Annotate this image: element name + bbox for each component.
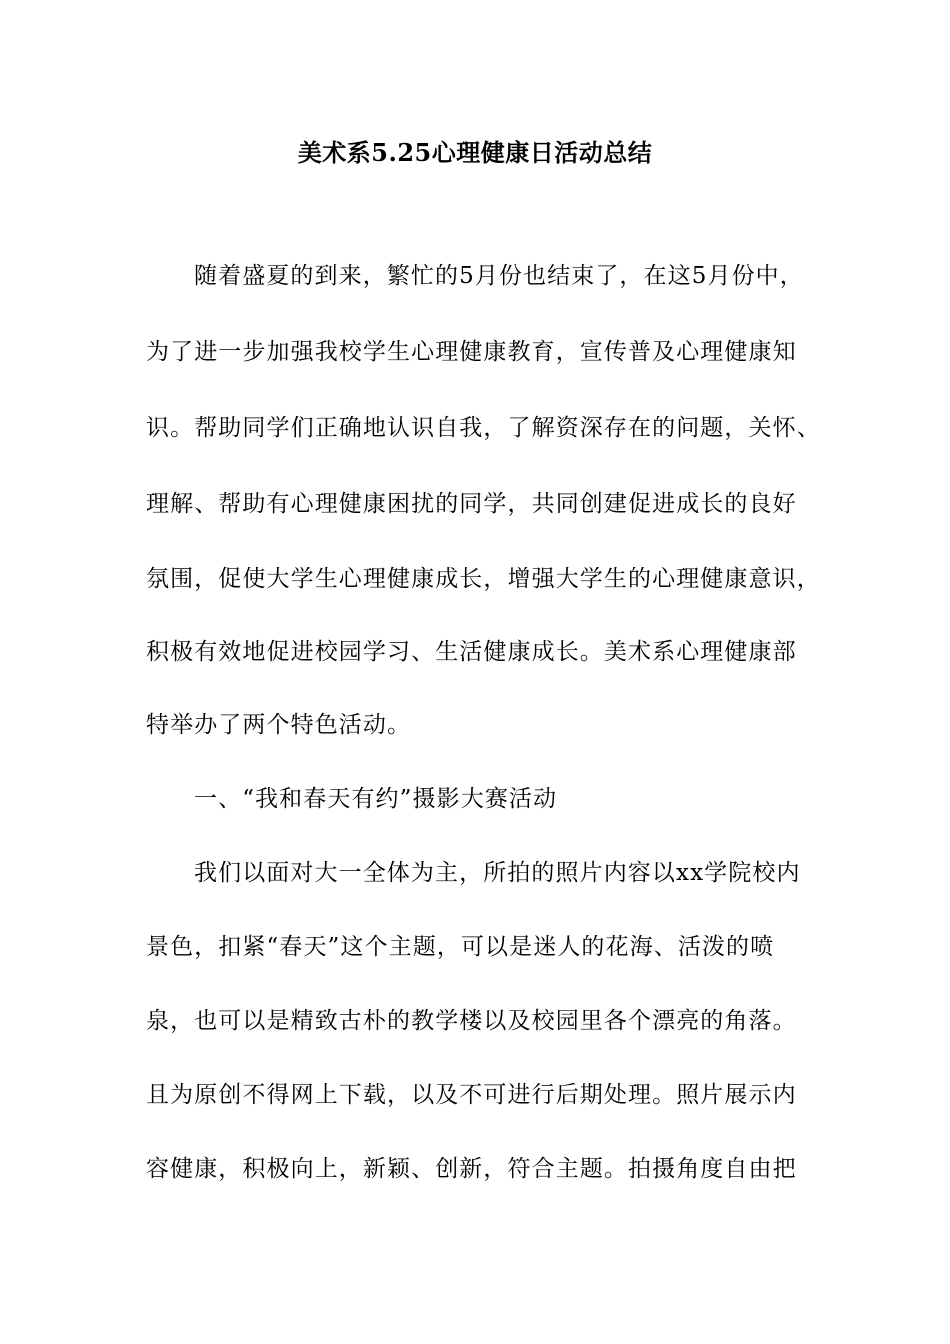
paragraph-line: 识。帮助同学们正确地认识自我，了解资深存在的问题，关怀、	[146, 415, 821, 441]
document-title: 美术系5.25心理健康日活动总结	[297, 138, 653, 167]
paragraph-line: 氛围，促使大学生心理健康成长，增强大学生的心理健康意识，	[146, 566, 821, 592]
paragraph-line: 为了进一步加强我校学生心理健康教育，宣传普及心理健康知	[146, 339, 797, 365]
paragraph-line: 随着盛夏的到来，繁忙的5月份也结束了，在这5月份中，	[194, 263, 804, 289]
paragraph-line: 我们以面对大一全体为主，所拍的照片内容以xx学院校内	[194, 860, 801, 886]
paragraph-line: 积极有效地促进校园学习、生活健康成长。美术系心理健康部	[146, 639, 797, 665]
paragraph-line: 容健康，积极向上，新颖、创新，符合主题。拍摄角度自由把	[146, 1156, 797, 1182]
section-heading: 一、“我和春天有约”摄影大赛活动	[194, 786, 558, 812]
paragraph-line: 理解、帮助有心理健康困扰的同学，共同创建促进成长的良好	[146, 491, 797, 517]
paragraph-line: 泉，也可以是精致古朴的教学楼以及校园里各个漂亮的角落。	[146, 1008, 797, 1034]
paragraph-line: 景色，扣紧“春天”这个主题，可以是迷人的花海、活泼的喷	[146, 934, 775, 960]
paragraph-line: 特举办了两个特色活动。	[146, 712, 412, 738]
paragraph-line: 且为原创不得网上下载，以及不可进行后期处理。照片展示内	[146, 1082, 797, 1108]
